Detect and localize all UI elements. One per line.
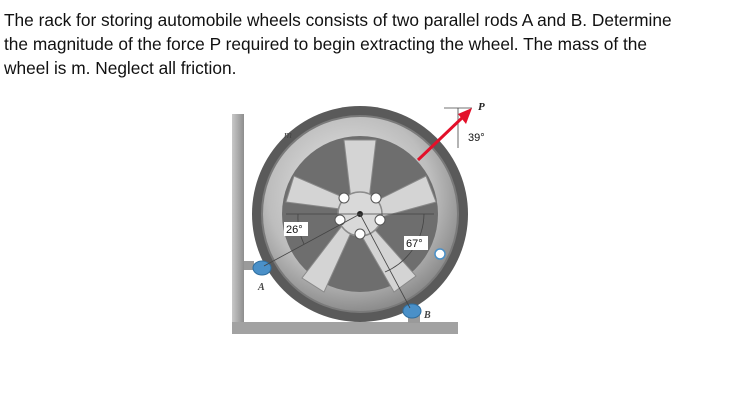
rack-base xyxy=(232,322,458,334)
lug-hole xyxy=(371,193,381,203)
problem-line-1: The rack for storing automobile wheels consists of two parallel rods A and B. Determine xyxy=(4,10,672,30)
angle-force-label: 39° xyxy=(468,132,485,144)
angle-b-label: 67° xyxy=(406,238,423,250)
angle-a-label: 26° xyxy=(286,224,303,236)
valve-stem xyxy=(435,249,445,259)
force-label: P xyxy=(478,101,485,113)
lug-hole xyxy=(375,215,385,225)
rod-b xyxy=(403,304,421,318)
lug-hole xyxy=(335,215,345,225)
wheel-rack-figure xyxy=(228,98,485,348)
problem-line-2: the magnitude of the force P required to begin extracting the wheel. The mass of the xyxy=(4,34,648,54)
lug-hole xyxy=(339,193,349,203)
wheel-rack-drawing xyxy=(228,98,485,348)
rod-a-label: A xyxy=(258,282,265,293)
rod-a xyxy=(253,261,271,275)
problem-line-3: wheel is m. Neglect all friction. xyxy=(4,58,237,78)
rod-a-bracket xyxy=(244,261,254,270)
rod-b-label: B xyxy=(424,310,431,321)
lug-hole xyxy=(355,229,365,239)
problem-statement xyxy=(4,8,740,80)
rack-vertical-post xyxy=(232,114,244,326)
mass-label: m xyxy=(284,129,292,141)
